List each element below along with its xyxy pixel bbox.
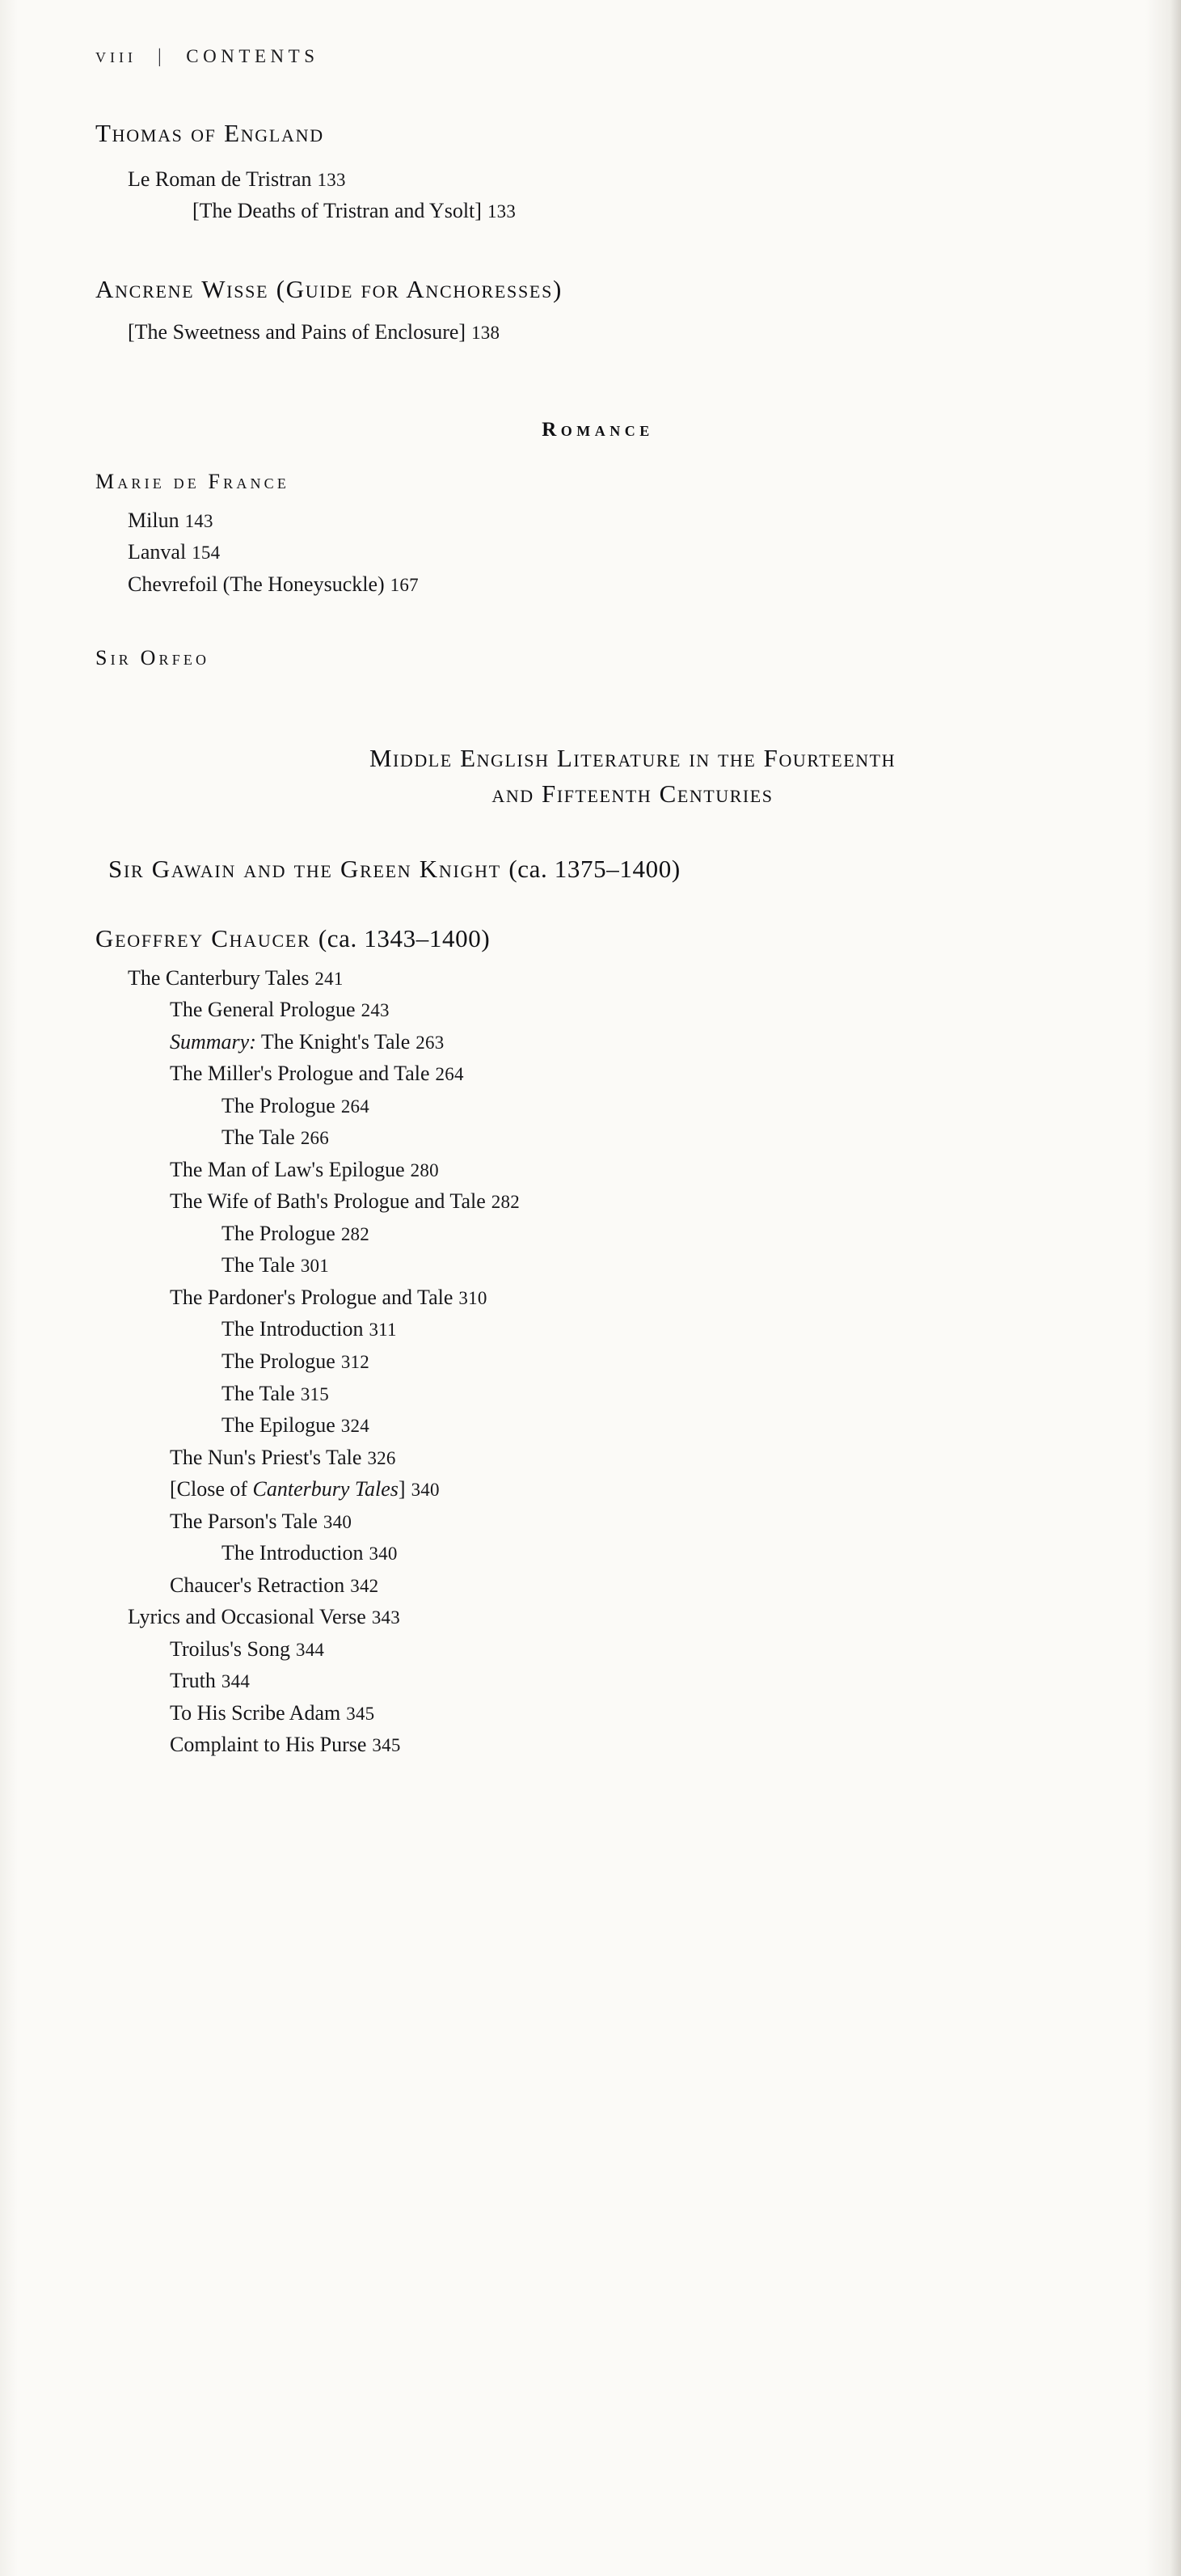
entry-title: The Tale [221,1125,295,1150]
entry-page: 315 [300,1383,330,1404]
entry-pardoners-epilogue [95,1409,1149,1442]
entry-title: The Prologue [221,1093,335,1117]
entry-page: 282 [340,1223,370,1244]
entry-millers-prologue [95,1090,1149,1122]
entry-page: 138 [471,322,500,343]
entry-title: Lanval [128,540,187,564]
entry-page: 264 [435,1064,464,1085]
entry-page: 343 [371,1607,401,1628]
section-heading-romance: Romance [542,419,654,441]
entry-title: The Epilogue [221,1413,335,1438]
entry-title: The Introduction [221,1541,364,1565]
entry-page: 133 [487,201,517,222]
entry-page: 345 [372,1735,401,1756]
entry-canterbury-tales [95,962,1149,995]
entry-page: 345 [346,1703,375,1724]
entry-to-his-scribe-adam [95,1697,1149,1729]
entry-le-roman-de-tristran [95,163,1149,196]
entry-deaths-of-tristran-and-ysolt [95,195,1149,227]
entry-page: 301 [300,1256,330,1277]
entry-page: 241 [314,968,344,989]
entry-milun [95,505,1149,537]
entry-pardoners-prologue-and-tale [95,1282,1149,1314]
entry-page: 143 [184,510,213,531]
entry-title: The Prologue [221,1221,335,1245]
entry-parsons-tale [95,1505,1149,1538]
entry-wife-of-baths-prologue [95,1218,1149,1250]
entry-wife-of-baths-prologue-and-tale [95,1185,1149,1218]
entry-page: 263 [415,1032,445,1053]
entry-title: To His Scribe Adam [170,1700,341,1725]
entry-page: 266 [300,1128,330,1149]
entry-page: 282 [491,1192,520,1213]
entry-sweetness-and-pains-of-enclosure [95,316,1149,348]
author-name: Sir Gawain and the Green Knight [108,855,501,884]
entry-title: The Nun's Priest's Tale [170,1445,362,1469]
author-geoffrey-chaucer [95,923,1149,954]
entry-title: The Tale [221,1253,295,1277]
entry-millers-prologue-and-tale [95,1058,1149,1090]
entry-title: Troilus's Song [170,1636,290,1661]
entry-page: 133 [317,169,346,190]
entry-title-italic: Canterbury Tales [252,1477,399,1501]
entry-lyrics-and-occasional-verse [95,1601,1149,1633]
entry-title-italic: Summary: [170,1029,256,1054]
entry-title: [The Sweetness and Pains of Enclosure] [128,319,466,344]
part-heading-line-2: and Fifteenth Centuries [491,779,774,809]
part-heading-line-1: Middle English Literature in the Fourteenth [369,744,896,773]
entry-title: Truth [170,1669,216,1693]
author-ancrene-wisse: Ancrene Wisse (Guide for Anchoresses) [95,274,563,303]
entry-title: The Miller's Prologue and Tale [170,1062,430,1086]
entry-title: The Tale [221,1381,295,1405]
entry-title: The Man of Law's Epilogue [170,1157,405,1181]
author-date-range: (ca. 1375–1400) [508,855,681,884]
entry-page: 311 [369,1320,397,1341]
entry-page: 280 [410,1159,439,1180]
entry-chevrefoil [95,568,1149,601]
running-head-label: CONTENTS [186,46,319,66]
entry-page: 342 [350,1575,379,1596]
author-sir-orfeo: Sir Orfeo [95,646,210,670]
entry-title: [The Deaths of Tristran and Ysolt] [192,199,482,223]
entry-page: 340 [323,1511,352,1532]
author-marie-de-france: Marie de France [95,470,289,494]
entry-title-prefix: [Close of [170,1477,253,1501]
author-sir-gawain-and-the-green-knight [95,854,1149,885]
entry-title-suffix: ] [398,1477,406,1501]
entry-title: Milun [128,508,179,532]
entry-title: The Canterbury Tales [128,965,310,990]
entry-title: The General Prologue [170,998,356,1022]
part-heading-middle-english-literature [95,741,1149,812]
entry-general-prologue [95,994,1149,1026]
entry-wife-of-baths-tale [95,1249,1149,1282]
entry-title: The Knight's Tale [255,1029,411,1054]
entry-page: 154 [192,543,221,564]
entry-parsons-introduction [95,1537,1149,1569]
entry-title: The Wife of Bath's Prologue and Tale [170,1189,486,1214]
entry-truth [95,1665,1149,1697]
entry-nuns-priests-tale [95,1442,1149,1474]
entry-title: The Prologue [221,1349,335,1373]
entry-title: Chaucer's Retraction [170,1573,345,1597]
entry-page: 344 [295,1639,325,1660]
entry-page: 326 [367,1447,396,1468]
author-thomas-of-england: Thomas of England [95,119,324,147]
entry-page: 312 [340,1352,370,1372]
entry-page: 310 [458,1287,487,1308]
entry-close-of-canterbury-tales [95,1473,1149,1505]
entry-title: Le Roman de Tristran [128,167,312,191]
entry-pardoners-introduction [95,1313,1149,1345]
entry-page: 243 [361,1000,390,1021]
author-name: Geoffrey Chaucer [95,924,311,952]
entry-page: 324 [340,1416,369,1437]
entry-lanval [95,536,1149,568]
entry-pardoners-tale [95,1378,1149,1410]
entry-page: 264 [340,1096,370,1117]
entry-summary-knights-tale [95,1026,1149,1058]
entry-title: The Parson's Tale [170,1509,318,1533]
entry-title: The Introduction [221,1317,364,1341]
entry-troiluss-song [95,1633,1149,1666]
entry-chaucers-retraction [95,1569,1149,1602]
entry-title: Lyrics and Occasional Verse [128,1605,366,1629]
entry-man-of-laws-epilogue [95,1154,1149,1186]
entry-title: The Pardoner's Prologue and Tale [170,1285,453,1309]
entry-millers-tale [95,1121,1149,1154]
entry-page: 340 [369,1543,398,1565]
entry-page: 344 [221,1671,251,1692]
author-date-range: (ca. 1343–1400) [318,924,491,952]
entry-page: 167 [390,574,419,595]
running-head [95,0,1149,68]
entry-title: Chevrefoil (The Honeysuckle) [128,572,385,596]
entry-pardoners-prologue [95,1345,1149,1378]
entry-title: Complaint to His Purse [170,1733,367,1757]
entry-complaint-to-his-purse [95,1729,1149,1761]
folio-number: viii [95,45,137,67]
entry-page: 340 [411,1480,440,1501]
running-head-divider: | [157,46,166,67]
